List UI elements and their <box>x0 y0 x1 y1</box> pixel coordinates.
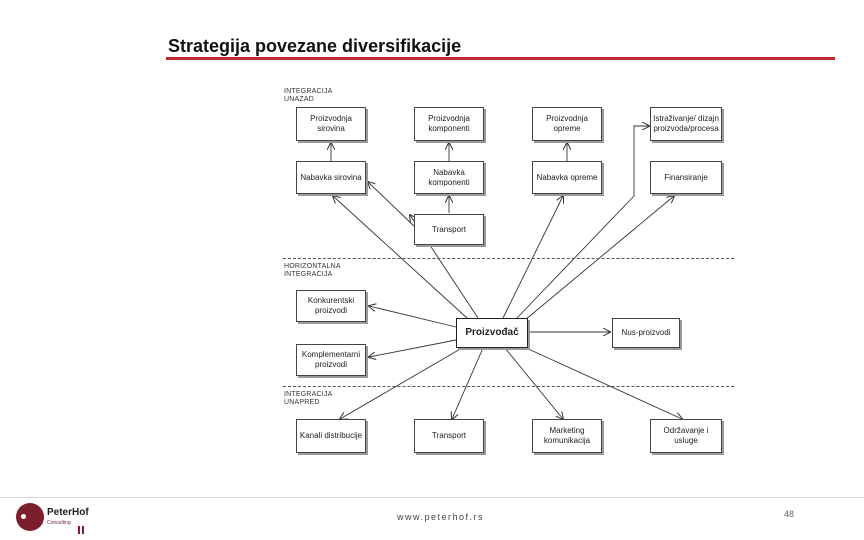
arrow-to-odrzavanje <box>524 347 682 419</box>
box-nabavka-opreme: Nabavka opreme <box>532 161 602 194</box>
box-nabavka-sirovina: Nabavka sirovina <box>296 161 366 194</box>
box-proizvodnja-sirovina: Proizvodnja sirovina <box>296 107 366 141</box>
page-number: 48 <box>784 509 795 519</box>
box-nus-proizvodi: Nus-proizvodi <box>612 318 680 348</box>
box-proizvodnja-komponenti: Proizvodnja komponenti <box>414 107 484 141</box>
arrow-to-istrazivanje <box>517 126 649 318</box>
box-nabavka-komponenti: Nabavka komponenti <box>414 161 484 194</box>
box-komplementarni: Komplementarni proizvodi <box>296 344 366 376</box>
arrow-to-nabavka-opreme <box>503 196 563 318</box>
box-transport-top: Transport <box>414 214 484 245</box>
divider-horizontal-top <box>283 258 734 259</box>
box-proizvodjac: Proizvođač <box>456 318 528 348</box>
box-kanali: Kanali distribucije <box>296 419 366 453</box>
box-odrzavanje: Održavanje i usluge <box>650 419 722 453</box>
arrow-to-konkurentski <box>369 306 456 327</box>
footer-divider <box>0 497 864 498</box>
page-title: Strategija povezane diversifikacije <box>168 36 462 56</box>
arrow-to-marketing <box>505 348 563 419</box>
logo-bars-icon <box>78 521 88 529</box>
box-finansiranje: Finansiranje <box>650 161 722 194</box>
peterhof-logo <box>16 502 106 532</box>
logo-circle-icon <box>16 503 44 531</box>
box-marketing: Marketing komunikacija <box>532 419 602 453</box>
footer-url: www.peterhof.rs <box>397 512 485 522</box>
label-forward-integration: INTEGRACIJA UNAPRED <box>284 391 333 406</box>
logo-subtitle: Consulting <box>47 520 71 526</box>
box-proizvodnja-opreme: Proizvodnja opreme <box>532 107 602 141</box>
divider-horizontal-bottom <box>283 386 734 387</box>
label-horizontal-integration: HORIZONTALNA INTEGRACIJA <box>284 263 341 278</box>
arrow-transport-to-sirovina <box>368 182 414 226</box>
arrow-to-komplementarni <box>369 340 456 357</box>
arrow-to-transport-bottom <box>452 348 483 419</box>
box-transport-bottom: Transport <box>414 419 484 453</box>
box-konkurentski: Konkurentski proizvodi <box>296 290 366 322</box>
logo-name: PeterHof <box>47 507 89 518</box>
label-backward-integration: INTEGRACIJA UNAZAD <box>284 88 333 103</box>
box-istrazivanje: Istraživanje/ dizajn proizvoda/procesa <box>650 107 722 141</box>
